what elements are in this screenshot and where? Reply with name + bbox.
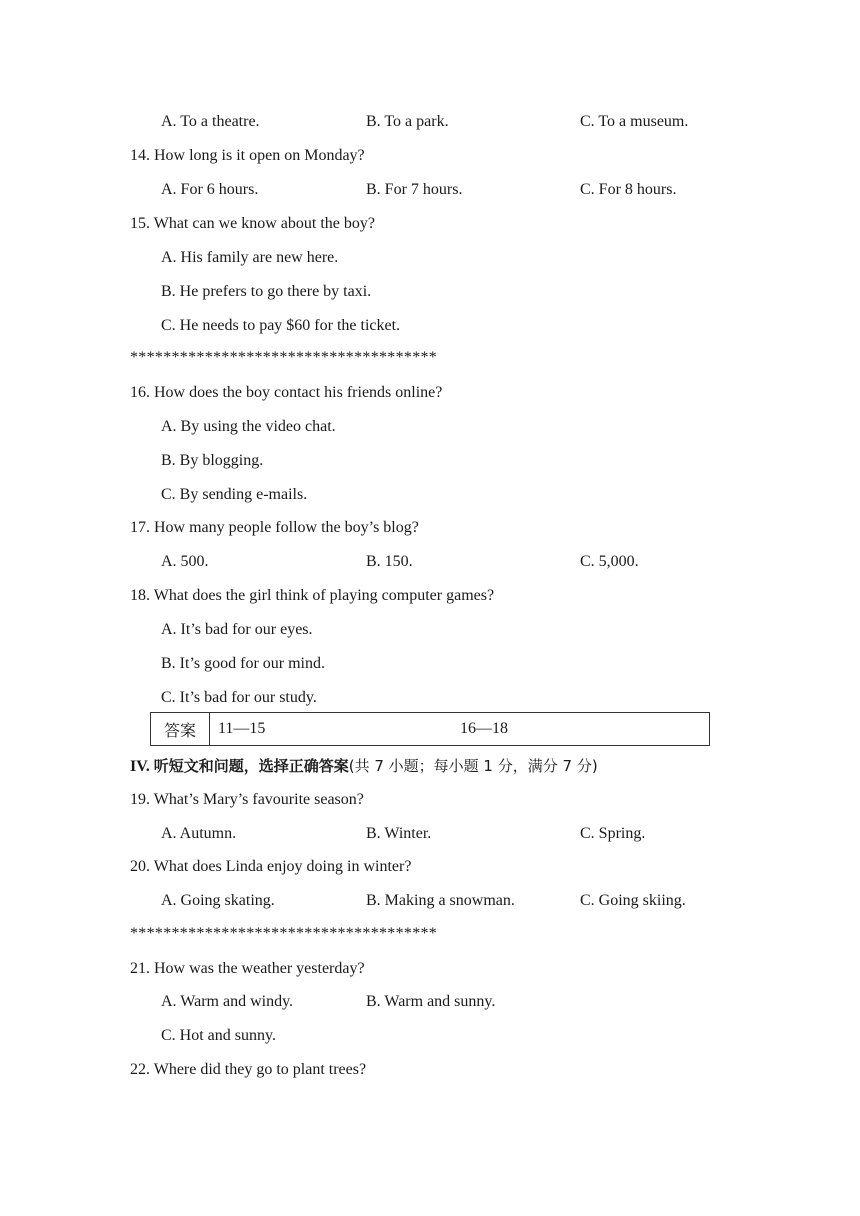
- section-iv-roman: IV.: [130, 758, 150, 775]
- q15-option-c: C. He needs to pay $60 for the ticket.: [161, 317, 401, 334]
- q13-option-b: B. To a park.: [366, 113, 449, 130]
- q17-option-b: B. 150.: [366, 553, 413, 570]
- q21-question: 21. How was the weather yesterday?: [130, 960, 365, 977]
- q18-option-c: C. It’s bad for our study.: [161, 689, 317, 706]
- q14-option-c: C. For 8 hours.: [580, 181, 677, 198]
- section-iv-title: 听短文和问题，选择正确答案: [153, 757, 349, 775]
- q18-option-b: B. It’s good for our mind.: [161, 655, 325, 672]
- q17-option-c: C. 5,000.: [580, 553, 639, 570]
- separator-line: *************************************: [130, 349, 438, 366]
- q16-option-c: C. By sending e-mails.: [161, 486, 308, 503]
- q20-option-a: A. Going skating.: [161, 892, 275, 909]
- q21-option-a: A. Warm and windy.: [161, 993, 294, 1010]
- q15-option-a: A. His family are new here.: [161, 249, 339, 266]
- answer-table: [150, 712, 710, 746]
- answer-cell[interactable]: [210, 713, 709, 745]
- q18-question: 18. What does the girl think of playing computer games?: [130, 587, 495, 604]
- q13-option-a: A. To a theatre.: [161, 113, 260, 130]
- separator-line-2: *************************************: [130, 925, 438, 942]
- q19-option-c: C. Spring.: [580, 825, 646, 842]
- q16-option-a: A. By using the video chat.: [161, 418, 336, 435]
- q13-option-c: C. To a museum.: [580, 113, 689, 130]
- q15-question: 15. What can we know about the boy?: [130, 215, 375, 232]
- q21-option-c: C. Hot and sunny.: [161, 1027, 276, 1044]
- answer-range-16-18: 16—18: [460, 720, 508, 737]
- q20-question: 20. What does Linda enjoy doing in winter?: [130, 858, 412, 875]
- q21-option-b: B. Warm and sunny.: [366, 993, 496, 1010]
- q19-option-a: A. Autumn.: [161, 825, 237, 842]
- section-iv-note: (共 7 小题；每小题 1 分，满分 7 分): [348, 757, 598, 775]
- q15-option-b: B. He prefers to go there by taxi.: [161, 283, 372, 300]
- q20-option-c: C. Going skiing.: [580, 892, 686, 909]
- q19-option-b: B. Winter.: [366, 825, 432, 842]
- q14-option-a: A. For 6 hours.: [161, 181, 259, 198]
- section-iv-heading: [130, 756, 598, 777]
- q17-question: 17. How many people follow the boy’s blog?: [130, 519, 419, 536]
- q22-question: 22. Where did they go to plant trees?: [130, 1061, 367, 1078]
- answer-range-11-15: 11—15: [218, 720, 266, 737]
- answer-label: 答案: [151, 713, 210, 745]
- q16-question: 16. How does the boy contact his friends online?: [130, 384, 443, 401]
- q19-question: 19. What’s Mary’s favourite season?: [130, 791, 364, 808]
- q14-question: 14. How long is it open on Monday?: [130, 147, 365, 164]
- q20-option-b: B. Making a snowman.: [366, 892, 515, 909]
- q18-option-a: A. It’s bad for our eyes.: [161, 621, 313, 638]
- q17-option-a: A. 500.: [161, 553, 209, 570]
- q14-option-b: B. For 7 hours.: [366, 181, 463, 198]
- q16-option-b: B. By blogging.: [161, 452, 264, 469]
